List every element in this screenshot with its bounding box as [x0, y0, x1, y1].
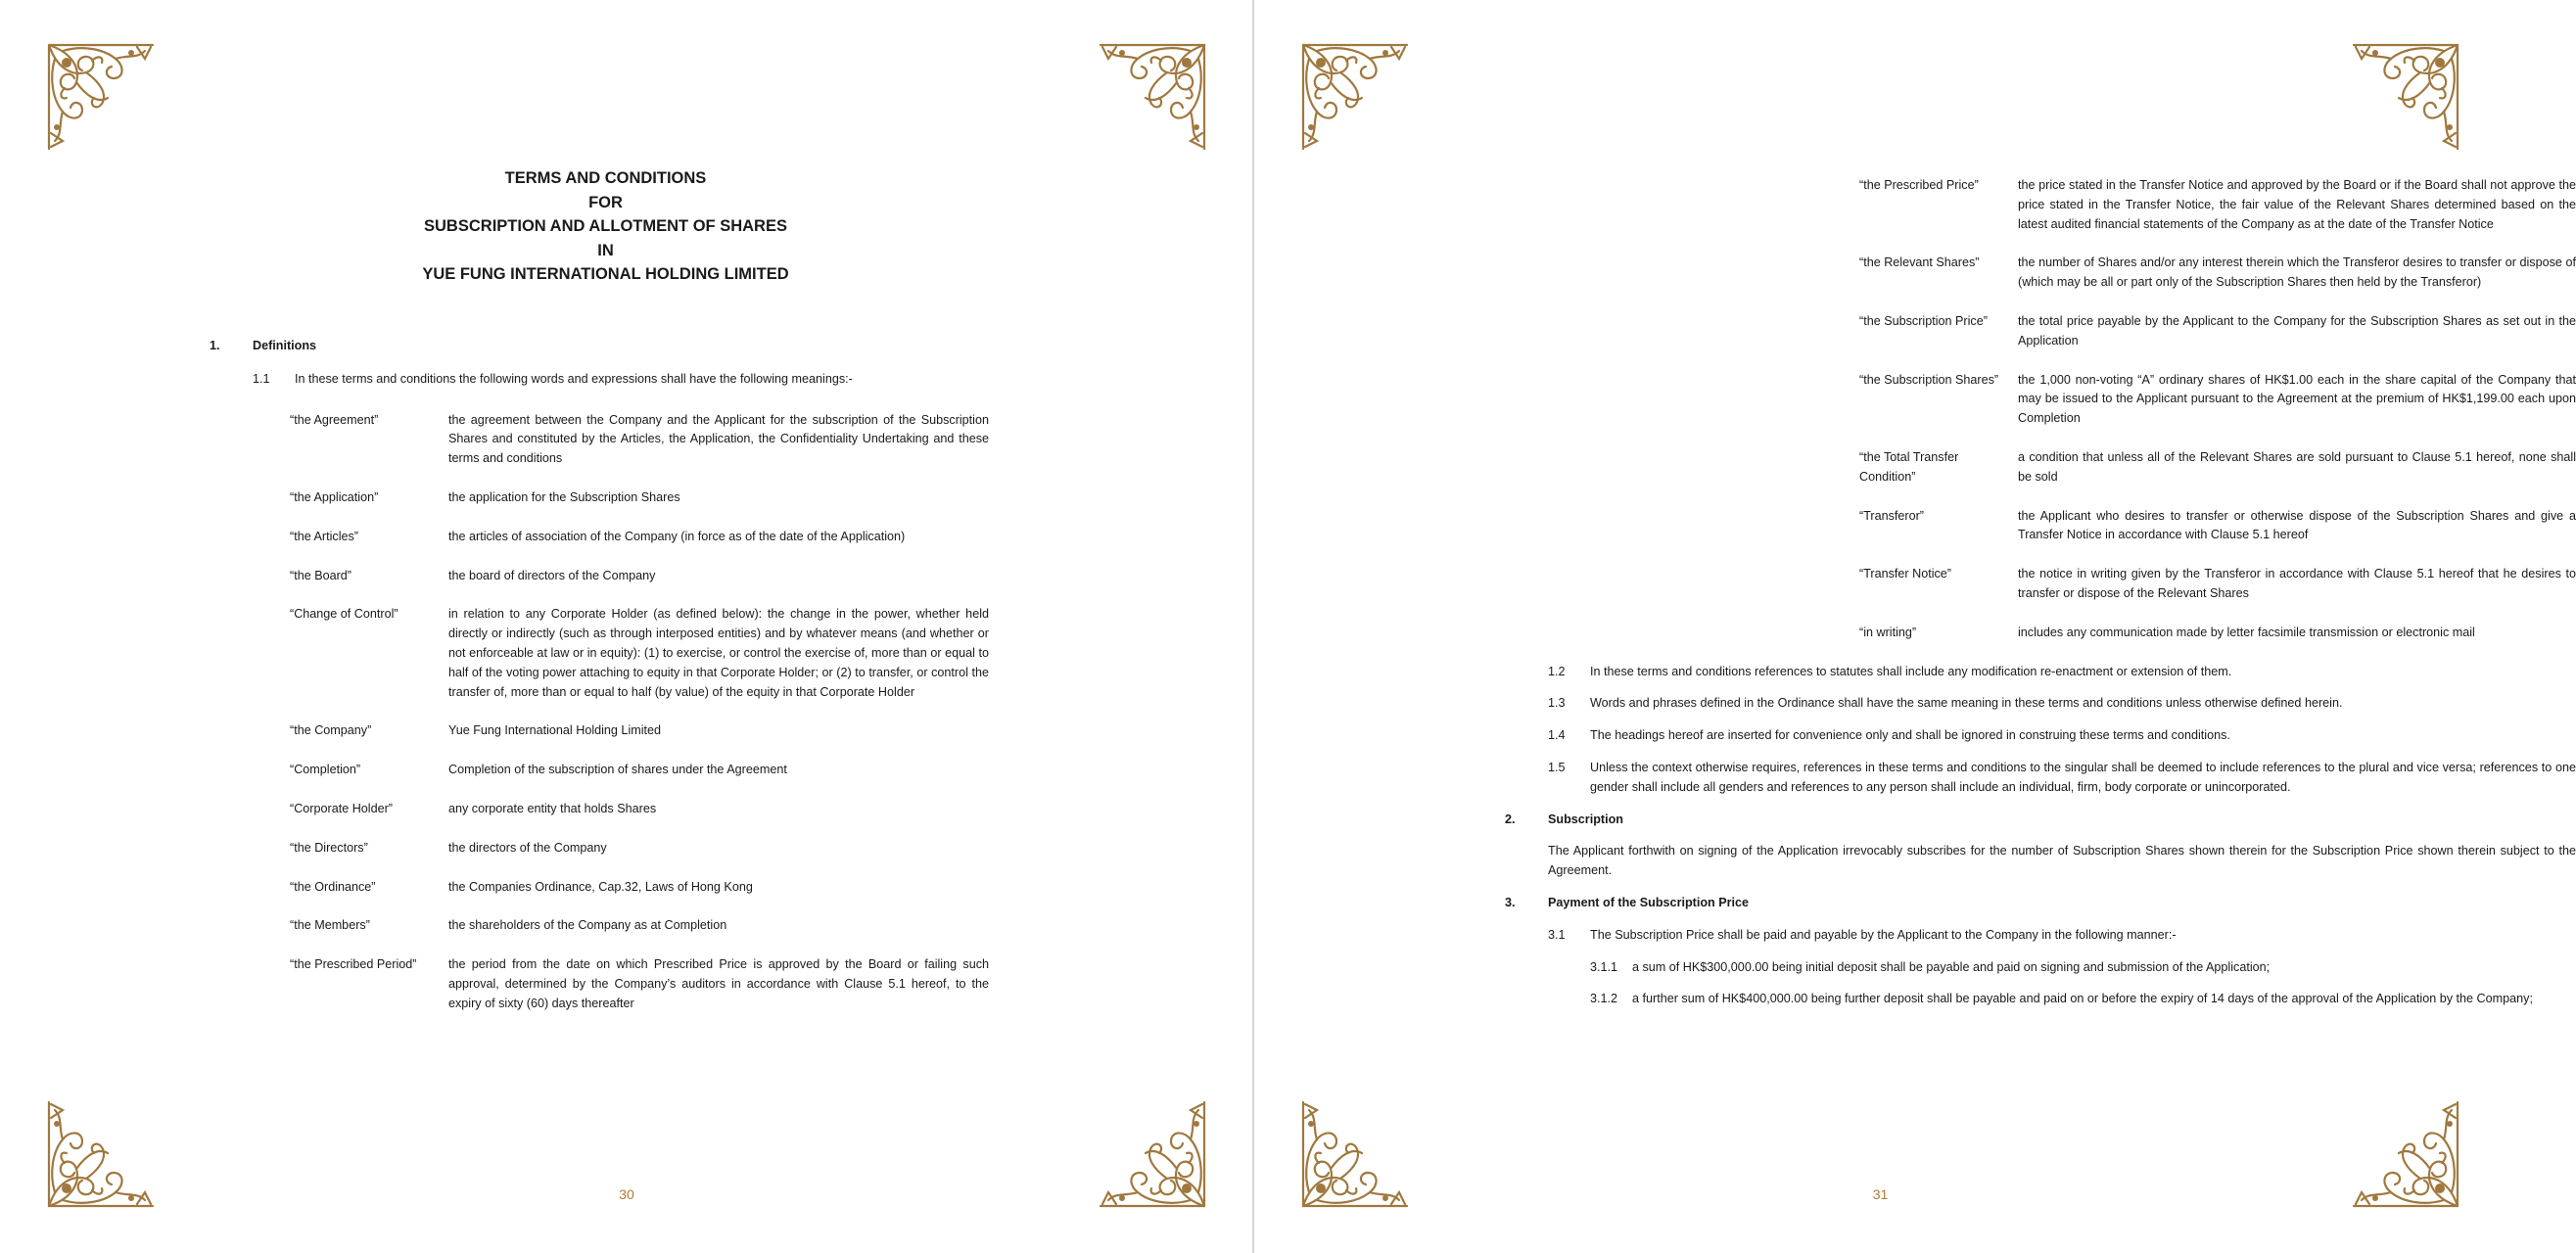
definition-row [290, 567, 989, 586]
definition-meaning: the articles of association of the Company (in force as of the date of the Application) [448, 529, 906, 543]
clause-number: 1.1 [253, 371, 270, 386]
definition-meaning: any corporate entity that holds Shares [448, 801, 657, 815]
definition-term: “Transferor” [1859, 508, 1925, 523]
definition-meaning: the period from the date on which Prescribed Price is approved by the Board or failing such approval, determined by the Company’s auditors in accordance with Clause 5.1 hereof, to the expiry of sixty (60) days thereafter [448, 957, 989, 1010]
floral-corner-ornament-icon [1095, 39, 1210, 155]
clause-text: The Subscription Price shall be paid and payable by the Applicant to the Company in the following manner:- [1590, 927, 2177, 942]
clause-text: The headings hereof are inserted for convenience only and shall be ignored in construing these terms and conditions. [1590, 728, 2230, 743]
definition-term: “the Agreement” [290, 412, 379, 427]
clause-text: In these terms and conditions references to statutes shall include any modification re-enactment or extension of them. [1590, 664, 2232, 678]
definition-term: “Change of Control” [290, 607, 398, 622]
section-heading-payment [1505, 894, 2576, 913]
definition-term: “the Members” [290, 918, 370, 933]
page-number: 30 [619, 1186, 634, 1202]
clause-number: 3.1.1 [1590, 959, 1618, 974]
left-page-body [210, 337, 989, 1034]
clause-1-5 [1548, 759, 2576, 798]
definition-row [1859, 254, 2576, 293]
section-number: 1. [210, 339, 220, 352]
definition-term: “Completion” [290, 763, 361, 777]
title-line: IN [597, 241, 614, 259]
definition-meaning: the notice in writing given by the Transferor in accordance with Clause 5.1 hereof that he desires to transfer or dispose of the Relevant Shares [2018, 567, 2576, 600]
definition-meaning: the Applicant who desires to transfer or otherwise dispose of the Subscription Shares and give a Transfer Notice in accordance with Clause 5.1 hereof [2018, 508, 2576, 542]
definition-term: “Corporate Holder” [290, 801, 393, 815]
definition-row [1859, 176, 2576, 234]
title-line: YUE FUNG INTERNATIONAL HOLDING LIMITED [422, 265, 789, 283]
definition-meaning: the total price payable by the Applicant to the Company for the Subscription Shares as set out in the Application [2018, 313, 2576, 348]
definition-term: “the Application” [290, 489, 379, 504]
clause-3-1-1 [1590, 958, 2576, 978]
left-page [0, 0, 1253, 1253]
clauses-1-2-to-1-5 [1548, 663, 2576, 798]
definition-meaning: Yue Fung International Holding Limited [448, 723, 662, 738]
clause-1-3 [1548, 694, 2576, 714]
clause-text: In these terms and conditions the following words and expressions shall have the following meanings:- [295, 371, 853, 386]
definition-term: “the Prescribed Price” [1859, 178, 1979, 192]
clause-number: 1.3 [1548, 696, 1566, 711]
title-line: FOR [588, 193, 623, 211]
definition-term: “the Subscription Price” [1859, 313, 1988, 328]
definition-row [1859, 448, 2576, 487]
clause-text: Words and phrases defined in the Ordinance shall have the same meaning in these terms and conditions unless otherwise defined herein. [1590, 696, 2343, 711]
definition-meaning: the 1,000 non-voting “A” ordinary shares of HK$1.00 each in the share capital of the Company that may be issued to the Applicant pursuant to the Agreement at the premium of HK$1,199.00 each upon Completion [2018, 372, 2576, 426]
definition-row [290, 605, 989, 702]
clause-1-1 [253, 370, 989, 390]
clause-text: a sum of HK$300,000.00 being initial deposit shall be payable and paid on signing and submission of the Application; [1632, 959, 2271, 974]
definition-term: “the Ordinance” [290, 879, 376, 894]
section-title: Payment of the Subscription Price [1548, 895, 1750, 909]
definition-row [1859, 565, 2576, 604]
definition-term: “the Directors” [290, 840, 368, 855]
definition-row [290, 839, 989, 859]
definition-meaning: the shareholders of the Company as at Completion [448, 918, 727, 933]
definition-row [290, 800, 989, 819]
clause-number: 3.1.2 [1590, 992, 1618, 1006]
clause-1-4 [1548, 726, 2576, 746]
floral-corner-ornament-icon [2348, 39, 2463, 155]
definition-term: “the Relevant Shares” [1859, 255, 1980, 270]
definition-row [290, 488, 989, 508]
definition-meaning: the agreement between the Company and the Applicant for the subscription of the Subscription Shares and constituted by the Articles, the Application, the Confidentiality Undertaking and these terms and conditions [448, 412, 989, 466]
definition-term: “the Subscription Shares” [1859, 372, 1999, 387]
clause-text: Unless the context otherwise requires, references in these terms and conditions to the singular shall be deemed to include references to the plural and vice versa; references to one gender shall include all genders and references to any person shall include an individual, firm, body corporate or unincorporated. [1590, 760, 2576, 794]
title-line: TERMS AND CONDITIONS [504, 169, 707, 187]
clause-1-2 [1548, 663, 2576, 682]
clause-number: 3.1 [1548, 927, 1566, 942]
section-heading-definitions [210, 337, 989, 356]
definition-row [290, 528, 989, 547]
definition-meaning: the directors of the Company [448, 840, 607, 855]
section-number: 3. [1505, 895, 1516, 909]
definition-row [1859, 507, 2576, 546]
floral-corner-ornament-icon [1297, 39, 1413, 155]
definition-term: “Transfer Notice” [1859, 567, 1952, 581]
right-page-body [1505, 176, 2576, 1009]
clause-text: a further sum of HK$400,000.00 being further deposit shall be payable and paid on or before the expiry of 14 days of the approval of the Application by the Company; [1632, 992, 2533, 1006]
page-number: 31 [1872, 1186, 1889, 1202]
definition-meaning: the number of Shares and/or any interest therein which the Transferor desires to transfer or dispose of (which may be all or part only of the Subscription Shares then held by the Transferor) [2018, 255, 2576, 290]
definition-row [1859, 312, 2576, 351]
definition-row [1859, 624, 2576, 643]
subscription-paragraph: The Applicant forthwith on signing of the Application irrevocably subscribes for the number of Subscription Shares shown therein for the Subscription Price shown therein subject to the Agreement. [1548, 844, 2576, 878]
definitions-list-continued [1859, 176, 2576, 643]
definition-term: “the Total Transfer Condition” [1859, 449, 1959, 484]
definition-meaning: the application for the Subscription Shares [448, 489, 680, 504]
section-number: 2. [1505, 812, 1516, 826]
definition-term: “the Board” [290, 568, 351, 582]
definition-meaning: the price stated in the Transfer Notice and approved by the Board or if the Board shall not approve the price stated in the Transfer Notice, the fair value of the Relevant Shares determined based on the latest audited financial statements of the Company as at the date of the Transfer Notice [2018, 178, 2576, 231]
clause-number: 1.2 [1548, 664, 1566, 678]
definition-row [290, 878, 989, 898]
clause-3-1-2 [1590, 990, 2576, 1009]
definition-term: “the Prescribed Period” [290, 957, 417, 972]
section-title: Subscription [1548, 812, 1623, 826]
definition-term: “the Articles” [290, 529, 358, 543]
definition-meaning: in relation to any Corporate Holder (as defined below): the change in the power, whether held directly or indirectly (such as through interposed entities) and by whatever means (and whether or not enforceable at law or in equity): (1) to exercise, or control the exercise of, more than or equal to half of the voting power attaching to equity in that Corporate Holder; or (2) to transfer, or control the transfer of, more than or equal to half (by value) of the equity in that Corporate Holder [448, 607, 989, 699]
definition-row [290, 411, 989, 469]
definition-row [1859, 371, 2576, 429]
definition-row [290, 955, 989, 1013]
definition-meaning: Completion of the subscription of shares under the Agreement [448, 763, 787, 777]
definition-meaning: the Companies Ordinance, Cap.32, Laws of Hong Kong [448, 879, 753, 894]
definitions-list [290, 411, 989, 1014]
clause-3-1 [1548, 926, 2576, 946]
definition-row [290, 721, 989, 741]
title-line: SUBSCRIPTION AND ALLOTMENT OF SHARES [424, 217, 787, 235]
floral-corner-ornament-icon [43, 39, 159, 155]
definition-row [290, 761, 989, 780]
section-title: Definitions [253, 339, 317, 352]
section-heading-subscription [1505, 811, 2576, 830]
definition-term: “the Company” [290, 723, 372, 738]
definition-row [290, 916, 989, 936]
definition-meaning: a condition that unless all of the Relevant Shares are sold pursuant to Clause 5.1 hereof, none shall be sold [2018, 449, 2576, 484]
definition-meaning: includes any communication made by letter facsimile transmission or electronic mail [2018, 625, 2475, 639]
definition-meaning: the board of directors of the Company [448, 568, 656, 582]
right-page [1254, 0, 2576, 1253]
clause-number: 1.4 [1548, 728, 1566, 743]
definition-term: “in writing” [1859, 625, 1917, 639]
clause-number: 1.5 [1548, 760, 1566, 774]
document-title [0, 166, 1211, 287]
